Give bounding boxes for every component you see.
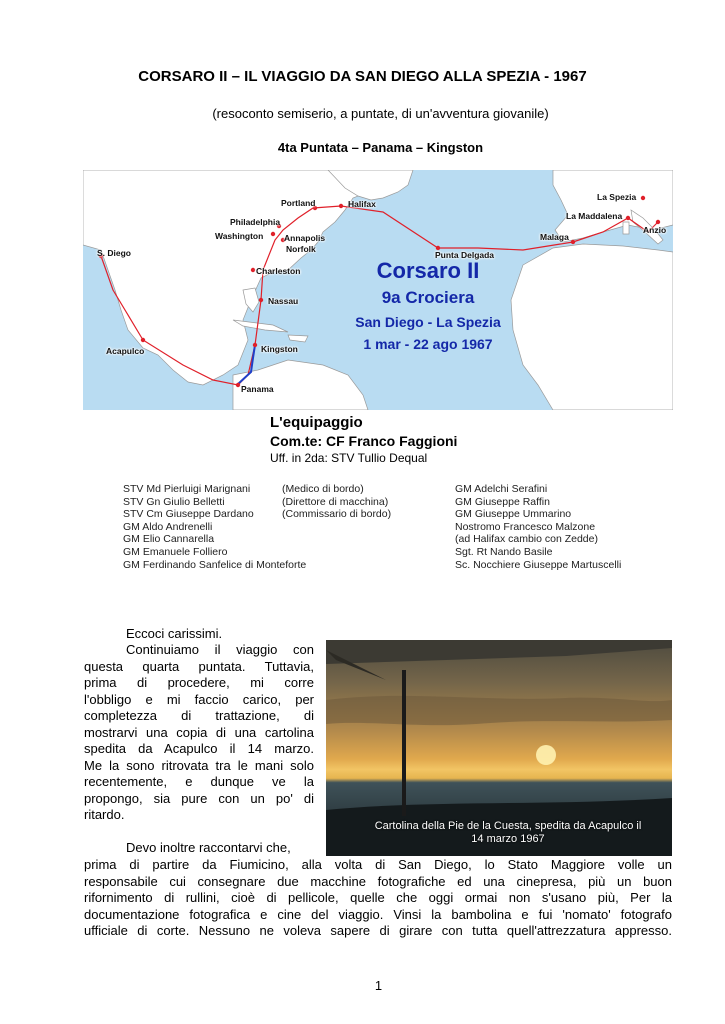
paragraph-intro-line: Devo inoltre raccontarvi che, bbox=[126, 840, 291, 855]
place-label-acapulco: Acapulco bbox=[106, 346, 145, 356]
place-label-panama: Panama bbox=[241, 384, 274, 394]
text-line: Me la sono ritrovata tra le mani solo bbox=[84, 757, 314, 773]
caption-line: 14 marzo 1967 bbox=[471, 833, 545, 845]
text-line: l'obbligo e mi faccio carico, per bbox=[84, 691, 314, 707]
crew-member: GM Elio Cannarella bbox=[123, 533, 215, 546]
photo-caption bbox=[348, 820, 668, 846]
place-label-norfolk: Norfolk bbox=[286, 244, 316, 254]
page-number: 1 bbox=[374, 978, 383, 993]
place-label-annapolis: Annapolis bbox=[284, 233, 326, 243]
crew-member: GM Emanuele Folliero bbox=[123, 545, 228, 558]
text-line: rifornimento di rullini, cioè di pellicole, quelle che oggi ormai non s'usano più, Per la bbox=[84, 890, 672, 905]
text-line: prima di partire da Fiumicino, alla volta di San Diego, lo Stato Maggiore volle un bbox=[84, 857, 672, 872]
map-cruise-number: 9a Crociera bbox=[381, 288, 475, 307]
crew-commander: Com.te: CF Franco Faggioni bbox=[270, 433, 458, 449]
crew-member: GM Ferdinando Sanfelice di Monteforte bbox=[123, 558, 307, 571]
crew-member: Sgt. Rt Nando Basile bbox=[455, 545, 553, 558]
text-line: ritardo. bbox=[84, 807, 125, 822]
place-label-halifax: Halifax bbox=[348, 199, 376, 209]
greeting-line: Eccoci carissimi. bbox=[126, 626, 223, 641]
text-line: propongo, sia pure con un po' di bbox=[84, 790, 314, 806]
place-label-punta-delgada: Punta Delgada bbox=[435, 250, 495, 260]
text-line: prima di procedere, mi corre bbox=[84, 675, 314, 690]
place-label-kingston: Kingston bbox=[261, 344, 298, 354]
place-label-washington: Washington bbox=[215, 231, 264, 241]
crew-role: (Commissario di bordo) bbox=[282, 508, 392, 521]
crew-member: STV Cm Giuseppe Dardano bbox=[123, 508, 254, 521]
text-line: responsabile cui consegnare due macchine fotografiche ed una cinepresa, più un buon bbox=[84, 873, 672, 889]
map-route-title: San Diego - La Spezia bbox=[355, 314, 501, 330]
text-line: ufficiale di corte. Nessuno ne voleva sapere di girare con tutta quell'attrezzatura appresso. bbox=[84, 923, 672, 938]
crew-role: (Direttore di macchina) bbox=[282, 495, 389, 508]
crew-heading: L'equipaggio bbox=[270, 414, 363, 431]
crew-member: STV Gn Giulio Belletti bbox=[123, 495, 225, 508]
place-label-la-maddalena: La Maddalena bbox=[566, 211, 623, 221]
place-label-anzio: Anzio bbox=[643, 225, 667, 235]
map-dates: 1 mar - 22 ago 1967 bbox=[363, 336, 493, 352]
map-title: Corsaro II bbox=[376, 258, 480, 283]
place-label-nassau: Nassau bbox=[268, 296, 299, 306]
crew-member: Nostromo Francesco Malzone bbox=[455, 520, 596, 533]
crew-member: (ad Halifax cambio con Zedde) bbox=[455, 533, 598, 546]
document-title: CORSARO II – IL VIAGGIO DA SAN DIEGO ALLA SPEZIA - 1967 bbox=[138, 68, 587, 85]
text-line: completezza di trattazione, di bbox=[84, 708, 314, 723]
place-label-la-spezia: La Spezia bbox=[597, 192, 637, 202]
land-sardinia bbox=[623, 222, 629, 234]
crew-member: GM Giuseppe Raffin bbox=[455, 495, 550, 508]
crew-list-others bbox=[455, 483, 621, 571]
place-label-malaga: Malaga bbox=[540, 232, 569, 242]
text-line: Continuiamo il viaggio con bbox=[126, 642, 314, 657]
crew-member: Sc. Nocchiere Giuseppe Martuscelli bbox=[455, 558, 622, 571]
crew-member: STV Md Pierluigi Marignani bbox=[123, 483, 251, 495]
caption-line: Cartolina della Pie de la Cuesta, spedita da Acapulco il bbox=[374, 820, 642, 832]
place-label-portland: Portland bbox=[281, 198, 316, 208]
paragraph-postcard bbox=[84, 642, 314, 824]
route-map bbox=[83, 170, 673, 410]
paragraph-photographer bbox=[84, 857, 672, 940]
crew-member: GM Adelchi Serafini bbox=[455, 483, 548, 495]
postcard-photo bbox=[326, 640, 672, 856]
crew-role: (Medico di bordo) bbox=[282, 483, 364, 495]
crew-member: GM Aldo Andrenelli bbox=[123, 520, 213, 533]
place-label-san-diego: S. Diego bbox=[97, 248, 132, 258]
crew-list-officers bbox=[123, 483, 306, 571]
crew-second-officer: Uff. in 2da: STV Tullio Dequal bbox=[270, 451, 428, 465]
place-label-philadelphia: Philadelphia bbox=[230, 217, 281, 227]
text-line: documentazione fotografica e cine del viaggio. Vinsi la bambolina e fui 'nomato' fotografo bbox=[84, 906, 672, 922]
text-line: spedita da Acapulco il 14 marzo. bbox=[84, 741, 314, 756]
place-label-charleston: Charleston bbox=[256, 266, 301, 276]
crew-member: GM Giuseppe Ummarino bbox=[455, 508, 572, 521]
crew-list-roles bbox=[282, 483, 391, 521]
text-line: questa quarta puntata. Tuttavia, bbox=[84, 658, 314, 674]
document-subtitle: (resoconto semiserio, a puntate, di un'avventura giovanile) bbox=[212, 106, 549, 121]
text-line: recentemente, e dunque ve la bbox=[84, 774, 314, 789]
part-heading: 4ta Puntata – Panama – Kingston bbox=[277, 140, 484, 155]
text-line: mostrarvi una copia di una cartolina bbox=[84, 724, 314, 740]
